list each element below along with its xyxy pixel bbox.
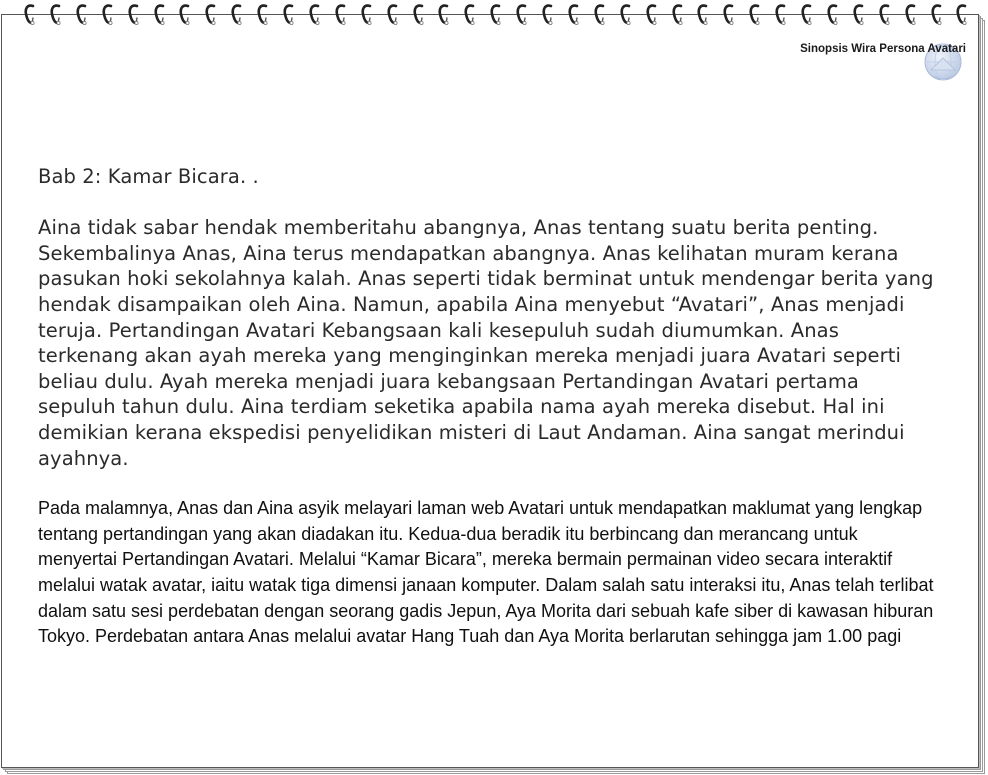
spiral-binding-ring-icon	[464, 3, 476, 25]
spiral-binding-ring-icon	[413, 3, 425, 25]
spiral-binding	[0, 0, 988, 30]
spiral-binding-ring-icon	[76, 3, 88, 25]
spiral-binding-ring-icon	[568, 3, 580, 25]
document-header-title: Sinopsis Wira Persona Avatari	[800, 43, 966, 55]
spiral-binding-ring-icon	[128, 3, 140, 25]
spiral-binding-ring-icon	[50, 3, 62, 25]
spiral-binding-ring-icon	[257, 3, 269, 25]
spiral-binding-ring-icon	[335, 3, 347, 25]
spiral-binding-ring-icon	[956, 3, 968, 25]
spiral-binding-ring-icon	[179, 3, 191, 25]
spiral-binding-ring-icon	[361, 3, 373, 25]
spiral-binding-ring-icon	[620, 3, 632, 25]
spiral-binding-ring-icon	[905, 3, 917, 25]
spiral-binding-ring-icon	[24, 3, 36, 25]
spiral-binding-ring-icon	[672, 3, 684, 25]
spiral-binding-ring-icon	[801, 3, 813, 25]
spiral-binding-ring-icon	[516, 3, 528, 25]
spiral-binding-ring-icon	[749, 3, 761, 25]
spiral-binding-ring-icon	[283, 3, 295, 25]
chapter-title: Bab 2: Kamar Bicara. .	[38, 165, 259, 188]
spiral-binding-ring-icon	[827, 3, 839, 25]
spiral-binding-ring-icon	[309, 3, 321, 25]
spiral-binding-ring-icon	[542, 3, 554, 25]
spiral-binding-ring-icon	[438, 3, 450, 25]
spiral-binding-ring-icon	[231, 3, 243, 25]
spiral-binding-ring-icon	[853, 3, 865, 25]
spiral-binding-ring-icon	[387, 3, 399, 25]
spiral-binding-ring-icon	[775, 3, 787, 25]
spiral-binding-ring-icon	[646, 3, 658, 25]
spiral-binding-ring-icon	[205, 3, 217, 25]
document-body	[38, 164, 938, 650]
spiral-binding-ring-icon	[931, 3, 943, 25]
paragraph: Pada malamnya, Anas dan Aina asyik melayari laman web Avatari untuk mendapatkan maklumat yang lengkap tentang pertandingan yang akan diadakan itu. Kedua-dua beradik itu berbincang dan merancang untuk menyertai Pertandingan Avatari. Melalui “Kamar Bicara”, mereka bermain permainan video secara interaktif melalui watak avatar, iaitu watak tiga dimensi janaan komputer. Dalam salah satu interaksi itu, Anas telah terlibat dalam satu sesi perdebatan dengan seorang gadis Jepun, Aya Morita dari sebuah kafe siber di kawasan hiburan Tokyo. Perdebatan antara Anas melalui avatar Hang Tuah dan Aya Morita berlarutan sehingga jam 1.00 pagi	[38, 498, 934, 647]
spiral-binding-ring-icon	[102, 3, 114, 25]
paragraph: Aina tidak sabar hendak memberitahu abangnya, Anas tentang suatu berita penting. Sekembalinya Anas, Aina terus mendapatkan abangnya. Anas kelihatan muram kerana pasukan hoki sekolahnya kalah. Anas seperti tidak berminat untuk mendengar berita yang hendak disampaikan oleh Aina. Namun, apabila Aina menyebut “Avatari”, Anas menjadi teruja. Pertandingan Avatari Kebangsaan kali kesepuluh sudah diumumkan. Anas terkenang akan ayah mereka yang menginginkan mereka menjadi juara Avatari seperti beliau dulu. Ayah mereka menjadi juara kebangsaan Pertandingan Avatari pertama sepuluh tahun dulu. Aina terdiam seketika apabila nama ayah mereka disebut. Hal ini demikian kerana ekspedisi penyelidikan misteri di Laut Andaman. Aina sangat merindui ayahnya.	[38, 216, 934, 470]
spiral-binding-ring-icon	[594, 3, 606, 25]
spiral-binding-ring-icon	[879, 3, 891, 25]
spiral-binding-ring-icon	[697, 3, 709, 25]
spiral-binding-ring-icon	[723, 3, 735, 25]
spiral-binding-ring-icon	[490, 3, 502, 25]
spiral-binding-ring-icon	[154, 3, 166, 25]
